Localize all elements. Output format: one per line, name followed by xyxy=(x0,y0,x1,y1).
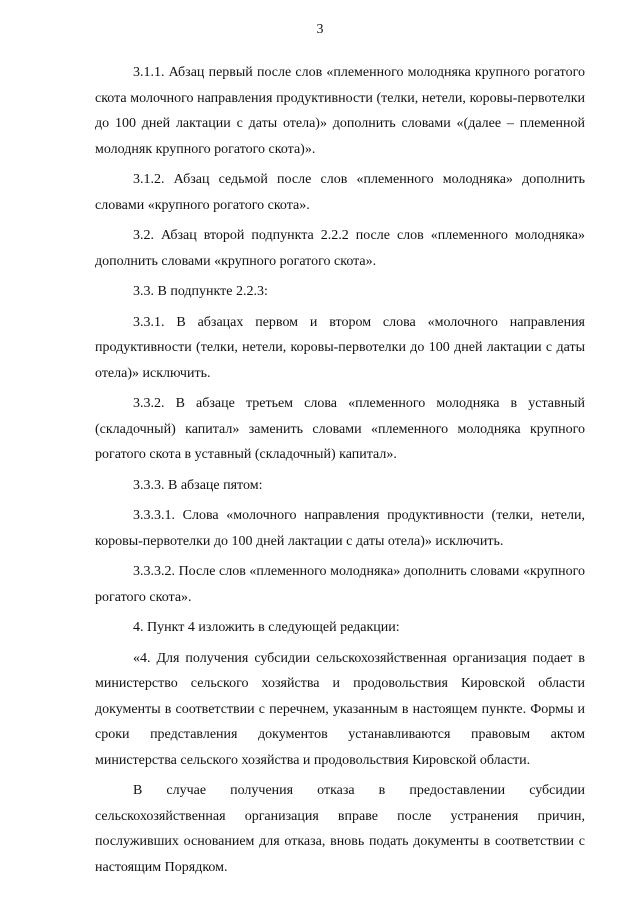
paragraph-3-1-2: 3.1.2. Абзац седьмой после слов «племенного молодняка» дополнить словами «крупного рогатого скота». xyxy=(95,172,585,213)
page-number: 3 xyxy=(316,22,324,37)
paragraph-3-2: 3.2. Абзац второй подпункта 2.2.2 после слов «племенного молодняка» дополнить словами «крупного рогатого скота». xyxy=(95,228,585,269)
paragraph-refusal: В случае получения отказа в предоставлении субсидии сельскохозяйственная организация вправе после устранения причин, послуживших основанием для отказа, вновь подать документы в соответствии с настоящим Порядком. xyxy=(95,783,585,875)
paragraph-4: 4. Пункт 4 изложить в следующей редакции: xyxy=(133,620,400,635)
paragraph-3-3-3-2: 3.3.3.2. После слов «племенного молодняка» дополнить словами «крупного рогатого скота». xyxy=(95,564,585,605)
paragraph-3-3-1: 3.3.1. В абзацах первом и втором слова «молочного направления продуктивности (телки, нетели, коровы-первотелки до 100 дней лактации с даты отела)» исключить. xyxy=(95,314,585,381)
paragraph-4-text: «4. Для получения субсидии сельскохозяйственная организация подает в министерство сельского хозяйства и продовольствия Кировской области документы в соответствии с перечнем, указанным в настоящем пункте. Формы и сроки представления документов устанавливаются правовым актом министерства сельского хозяйства и продовольствия Кировской области. xyxy=(95,650,585,768)
paragraph-3-3-2: 3.3.2. В абзаце третьем слова «племенного молодняка в уставный (складочный) капитал» заменить словами «племенного молодняка крупного рогатого скота в уставный (складочный) капитал». xyxy=(95,396,585,462)
paragraph-3-3-3-1: 3.3.3.1. Слова «молочного направления продуктивности (телки, нетели, коровы-первотелки до 100 дней лактации с даты отела)» исключить. xyxy=(95,508,585,549)
paragraph-3-3-3: 3.3.3. В абзаце пятом: xyxy=(133,477,263,493)
document-body xyxy=(95,60,585,885)
paragraph-3-1-1: 3.1.1. Абзац первый после слов «племенного молодняка крупного рогатого скота молочного направления продуктивности (телки, нетели, коровы-первотелки до 100 дней лактации с даты отела)» дополнить словами «(далее – племенной молодняк крупного рогатого скота)». xyxy=(95,65,585,157)
paragraph-3-3: 3.3. В подпункте 2.2.3: xyxy=(133,284,268,299)
